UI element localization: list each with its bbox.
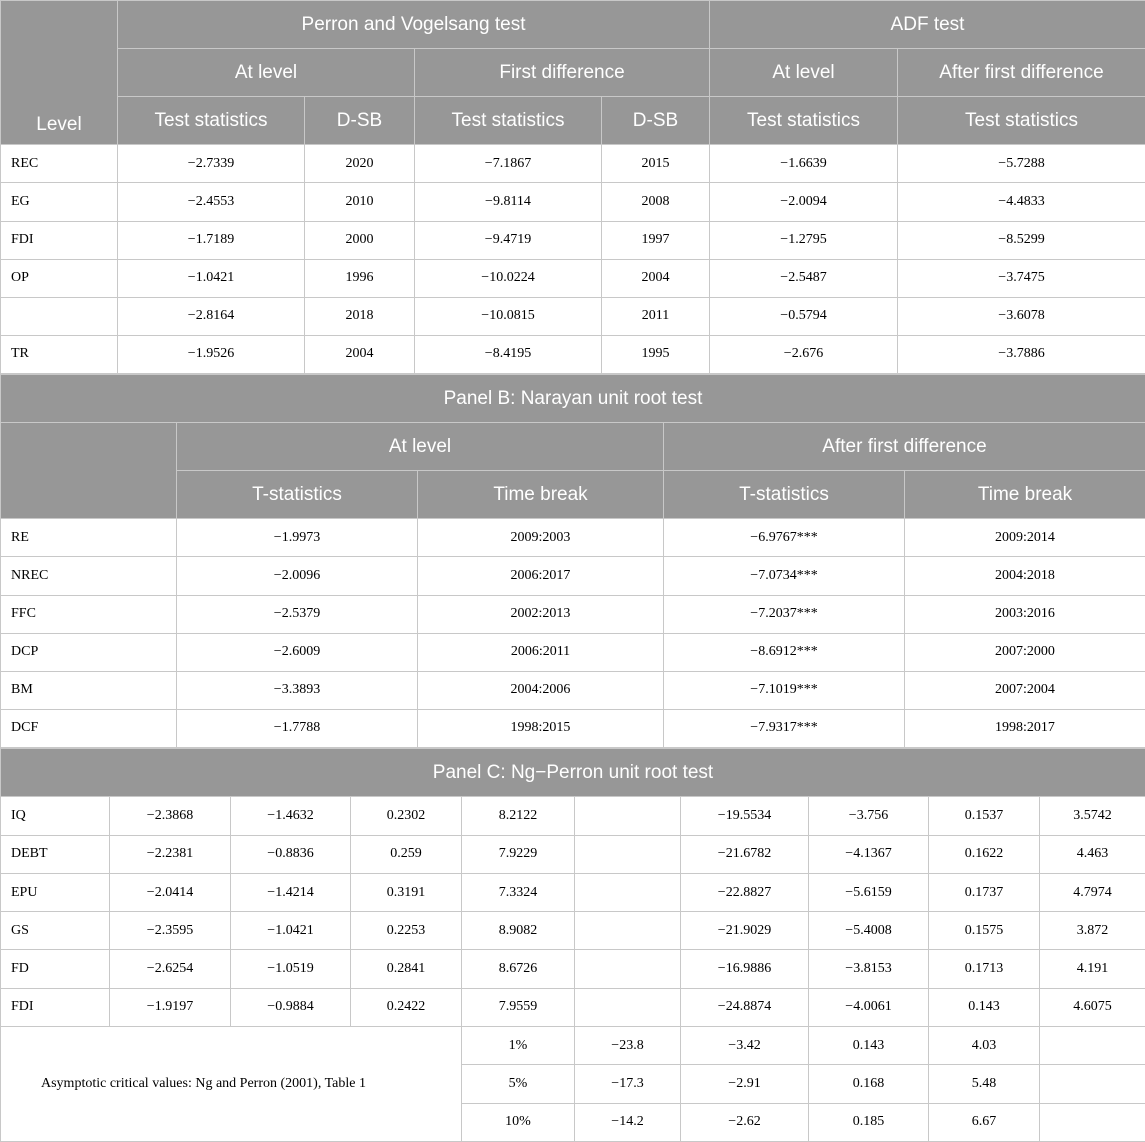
row-label: FD [1,950,110,988]
panel-a-body [1,145,1145,374]
table-cell: 0.2253 [351,912,462,950]
table-cell: −9.4719 [415,221,602,259]
row-label: BM [1,671,177,709]
col-header-variable [1,423,177,519]
table-cell: 0.2302 [351,797,462,835]
table-cell: −2.0414 [110,873,231,911]
table-cell: 2008 [602,183,710,221]
table-cell: −2.3868 [110,797,231,835]
panel-c-table [0,748,1145,1142]
table-cell: 2018 [305,297,415,335]
table-cell: 2000 [305,221,415,259]
table-cell: −1.7189 [118,221,305,259]
table-cell: −17.3 [575,1065,681,1103]
table-cell: 8.6726 [462,950,575,988]
table-cell: 0.1737 [929,873,1040,911]
table-cell [575,797,681,835]
table-cell: −9.8114 [415,183,602,221]
table-cell: 2002:2013 [418,595,664,633]
table-cell: −7.9317*** [664,709,905,747]
table-cell: 6.67 [929,1103,1040,1141]
table-cell: 0.143 [929,988,1040,1026]
table-cell: −3.7475 [898,259,1145,297]
table-cell: −21.9029 [681,912,809,950]
header-adf: ADF test [710,1,1145,49]
table-cell: −10.0815 [415,297,602,335]
table-cell [1040,1103,1145,1141]
table-row [1,873,1145,911]
table-cell: 0.168 [809,1065,929,1103]
table-cell: 1995 [602,335,710,373]
table-cell: −8.5299 [898,221,1145,259]
table-cell: −2.3595 [110,912,231,950]
table-cell: 2020 [305,145,415,183]
table-cell: −7.2037*** [664,595,905,633]
table-cell: −2.2381 [110,835,231,873]
table-cell: −8.6912*** [664,633,905,671]
table-cell: −24.8874 [681,988,809,1026]
table-cell: −2.5487 [710,259,898,297]
table-cell: −2.6254 [110,950,231,988]
table-cell: −14.2 [575,1103,681,1141]
table-cell [1040,1065,1145,1103]
col-header-time-break: Time break [905,471,1145,519]
table-cell: −3.42 [681,1027,809,1065]
table-cell: −7.1019*** [664,671,905,709]
table-cell: 2015 [602,145,710,183]
table-cell: −23.8 [575,1027,681,1065]
table-cell: −21.6782 [681,835,809,873]
table-cell: 0.259 [351,835,462,873]
table-cell: −3.6078 [898,297,1145,335]
table-cell: 0.2422 [351,988,462,1026]
table-cell: 7.9559 [462,988,575,1026]
table-row [1,335,1145,373]
col-header-level: Level [1,1,118,145]
table-cell: −2.91 [681,1065,809,1103]
table-cell: 0.2841 [351,950,462,988]
table-cell: 4.191 [1040,950,1145,988]
table-cell [575,988,681,1026]
col-header-test-statistics: Test statistics [898,97,1145,145]
table-row [1,297,1145,335]
table-cell: 10% [462,1103,575,1141]
table-cell: 2003:2016 [905,595,1145,633]
table-cell: −22.8827 [681,873,809,911]
critical-values-label: Asymptotic critical values: Ng and Perron (2001), Table 1 [1,1027,462,1142]
panel-b-body [1,519,1145,748]
table-row [1,519,1145,557]
table-cell: −8.4195 [415,335,602,373]
critical-value-row [1,1027,1145,1065]
table-cell: 0.3191 [351,873,462,911]
table-row [1,709,1145,747]
table-cell: −1.0519 [231,950,351,988]
table-row [1,950,1145,988]
table-cell: 0.1537 [929,797,1040,835]
table-cell: −3.8153 [809,950,929,988]
table-cell: −19.5534 [681,797,809,835]
table-cell: 2004 [305,335,415,373]
table-cell: 2004 [602,259,710,297]
table-cell: 2010 [305,183,415,221]
table-cell: 2004:2018 [905,557,1145,595]
table-cell: −2.0096 [177,557,418,595]
header-at-level: At level [177,423,664,471]
table-cell: 1997 [602,221,710,259]
table-row [1,633,1145,671]
table-cell: −5.4008 [809,912,929,950]
table-cell: 0.1622 [929,835,1040,873]
table-cell: −2.62 [681,1103,809,1141]
table-row [1,835,1145,873]
table-cell: 5.48 [929,1065,1040,1103]
table-row [1,595,1145,633]
row-label: DCP [1,633,177,671]
table-cell [1040,1027,1145,1065]
table-cell: −2.7339 [118,145,305,183]
table-cell: 8.2122 [462,797,575,835]
table-cell: −3.756 [809,797,929,835]
table-cell: 2009:2014 [905,519,1145,557]
table-cell: −1.4632 [231,797,351,835]
table-cell: 0.1575 [929,912,1040,950]
table-cell: −1.6639 [710,145,898,183]
row-label: RE [1,519,177,557]
header-adf-at-level: At level [710,49,898,97]
col-header-dsb: D-SB [602,97,710,145]
table-cell: −4.1367 [809,835,929,873]
table-row [1,557,1145,595]
table-cell [575,835,681,873]
table-cell: −2.8164 [118,297,305,335]
table-row [1,912,1145,950]
row-label: FDI [1,221,118,259]
table-cell: 2006:2011 [418,633,664,671]
row-label: FFC [1,595,177,633]
table-row [1,671,1145,709]
table-cell: −1.0421 [231,912,351,950]
table-cell: 4.6075 [1040,988,1145,1026]
table-row [1,797,1145,835]
table-cell [575,873,681,911]
row-label: EPU [1,873,110,911]
table-cell: −5.7288 [898,145,1145,183]
table-cell: −3.3893 [177,671,418,709]
table-cell: −2.6009 [177,633,418,671]
table-cell: 1998:2015 [418,709,664,747]
table-cell: −6.9767*** [664,519,905,557]
table-cell: −10.0224 [415,259,602,297]
panel-b-table [0,374,1145,748]
table-cell: 0.185 [809,1103,929,1141]
table-cell: −1.9197 [110,988,231,1026]
table-row [1,988,1145,1026]
table-cell: −0.5794 [710,297,898,335]
row-label: EG [1,183,118,221]
table-row [1,145,1145,183]
table-cell: −2.0094 [710,183,898,221]
table-cell: −1.0421 [118,259,305,297]
col-header-test-statistics: Test statistics [118,97,305,145]
table-cell: 3.5742 [1040,797,1145,835]
col-header-dsb: D-SB [305,97,415,145]
col-header-t-statistics: T-statistics [664,471,905,519]
table-cell: 2011 [602,297,710,335]
header-pv-at-level: At level [118,49,415,97]
header-pv-first-difference: First difference [415,49,710,97]
header-perron-vogelsang: Perron and Vogelsang test [118,1,710,49]
table-cell: 2009:2003 [418,519,664,557]
table-cell: −1.9526 [118,335,305,373]
table-cell: −0.9884 [231,988,351,1026]
table-cell: 1998:2017 [905,709,1145,747]
table-row [1,221,1145,259]
table-cell: 0.143 [809,1027,929,1065]
col-header-test-statistics: Test statistics [415,97,602,145]
table-row [1,259,1145,297]
table-row [1,183,1145,221]
table-cell: −2.4553 [118,183,305,221]
col-header-time-break: Time break [418,471,664,519]
table-cell: −2.5379 [177,595,418,633]
table-cell: 2007:2004 [905,671,1145,709]
header-after-first-difference: After first difference [664,423,1145,471]
table-cell: 4.463 [1040,835,1145,873]
table-cell: 4.7974 [1040,873,1145,911]
table-cell: 4.03 [929,1027,1040,1065]
row-label: FDI [1,988,110,1026]
table-cell: −2.676 [710,335,898,373]
row-label [1,297,118,335]
table-cell: −0.8836 [231,835,351,873]
table-cell: −1.2795 [710,221,898,259]
table-cell: −4.4833 [898,183,1145,221]
panel-a-table [0,0,1145,374]
row-label: NREC [1,557,177,595]
table-cell: 3.872 [1040,912,1145,950]
table-cell: 8.9082 [462,912,575,950]
table-cell: 7.3324 [462,873,575,911]
table-cell: −7.0734*** [664,557,905,595]
table-cell: 2007:2000 [905,633,1145,671]
row-label: GS [1,912,110,950]
row-label: DCF [1,709,177,747]
header-adf-after-first-difference: After first difference [898,49,1145,97]
row-label: REC [1,145,118,183]
table-cell [575,912,681,950]
panel-b-title: Panel B: Narayan unit root test [1,375,1145,423]
panel-c-body [1,797,1145,1142]
table-cell: 2004:2006 [418,671,664,709]
table-cell: −7.1867 [415,145,602,183]
row-label: TR [1,335,118,373]
table-cell: −3.7886 [898,335,1145,373]
table-cell [575,950,681,988]
table-cell: 1996 [305,259,415,297]
table-cell: −1.9973 [177,519,418,557]
col-header-test-statistics: Test statistics [710,97,898,145]
table-cell: −5.6159 [809,873,929,911]
table-cell: −4.0061 [809,988,929,1026]
table-cell: −1.7788 [177,709,418,747]
table-cell: 0.1713 [929,950,1040,988]
table-cell: 5% [462,1065,575,1103]
row-label: IQ [1,797,110,835]
panel-c-title: Panel C: Ng−Perron unit root test [1,749,1145,797]
row-label: OP [1,259,118,297]
table-cell: 2006:2017 [418,557,664,595]
table-cell: −1.4214 [231,873,351,911]
row-label: DEBT [1,835,110,873]
col-header-t-statistics: T-statistics [177,471,418,519]
table-cell: 7.9229 [462,835,575,873]
table-cell: 1% [462,1027,575,1065]
table-cell: −16.9886 [681,950,809,988]
